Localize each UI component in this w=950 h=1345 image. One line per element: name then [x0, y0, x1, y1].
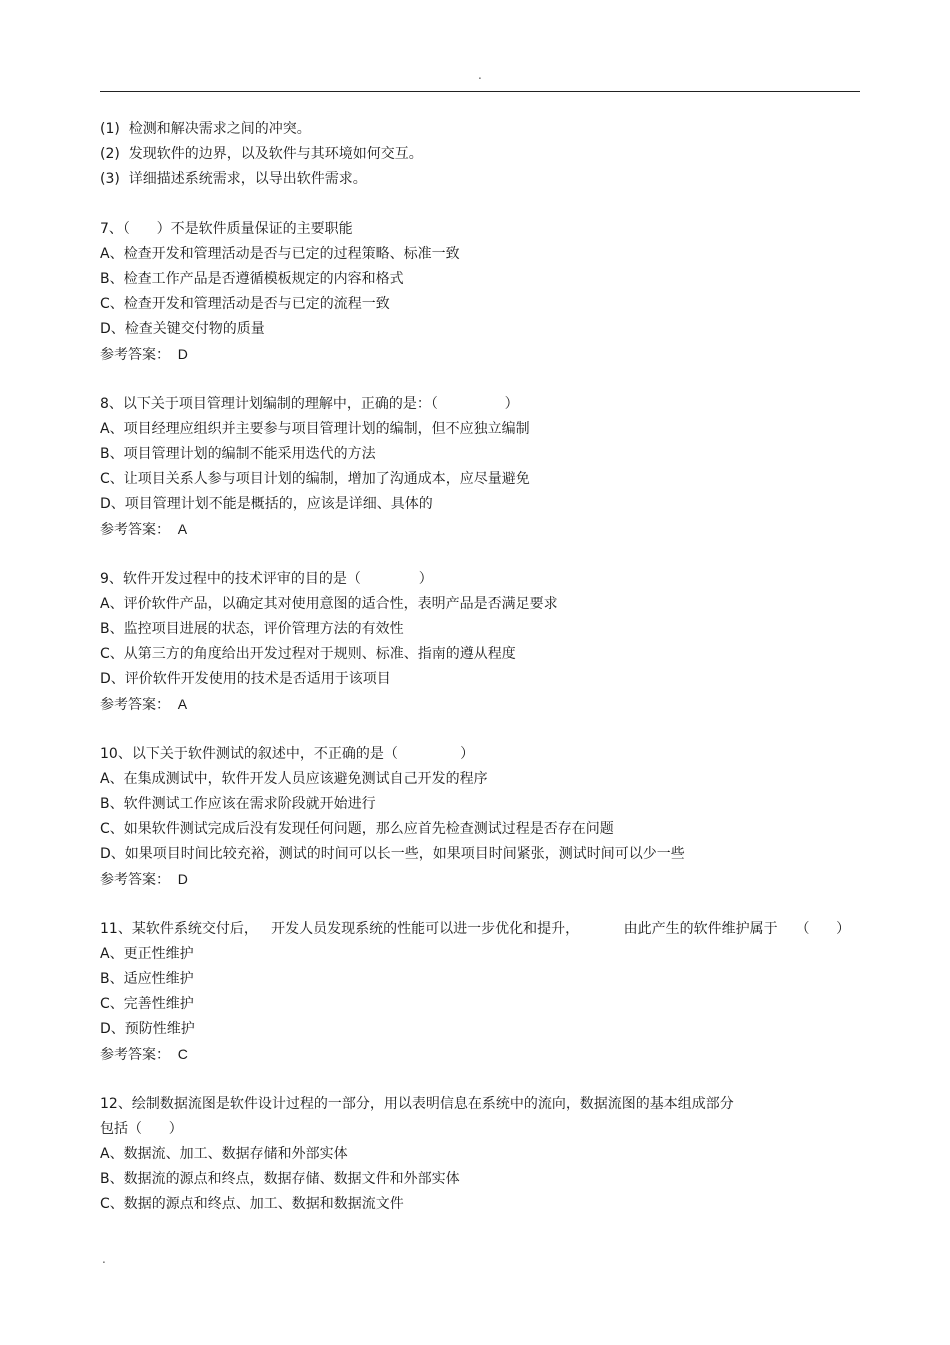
option-c: C、数据的源点和终点、加工、数据和数据流文件: [100, 1196, 404, 1212]
option-a: A、更正性维护: [100, 946, 194, 962]
option-a: A、数据流、加工、数据存储和外部实体: [100, 1146, 348, 1162]
reference-answer: 参考答案： A: [100, 696, 188, 712]
reference-answer: 参考答案： D: [100, 871, 188, 887]
option-a: A、在集成测试中，软件开发人员应该避免测试自己开发的程序: [100, 771, 488, 787]
option-d: D、评价软件开发使用的技术是否适用于该项目: [100, 671, 391, 687]
option-b: B、数据流的源点和终点，数据存储、数据文件和外部实体: [100, 1171, 460, 1187]
option-b: B、检查工作产品是否遵循模板规定的内容和格式: [100, 271, 404, 287]
question-stem-continuation: 包括（ ）: [100, 1121, 183, 1137]
option-d: D、项目管理计划不能是概括的，应该是详细、具体的: [100, 496, 433, 512]
option-c: C、从第三方的角度给出开发过程对于规则、标准、指南的遵从程度: [100, 646, 516, 662]
reference-answer: 参考答案： A: [100, 521, 188, 537]
option-c: C、完善性维护: [100, 996, 194, 1012]
reference-answer: 参考答案： C: [100, 1046, 188, 1062]
option-b: B、项目管理计划的编制不能采用迭代的方法: [100, 446, 376, 462]
document-body: [100, 117, 870, 1217]
header-rule: [100, 91, 860, 92]
question-stem: 9、软件开发过程中的技术评审的目的是（ ）: [100, 571, 433, 587]
option-c: C、让项目关系人参与项目计划的编制，增加了沟通成本，应尽量避免: [100, 471, 530, 487]
question-stem: 11、某软件系统交付后， 开发人员发现系统的性能可以进一步优化和提升， 由此产生的软件维护属于 （ ）: [100, 921, 851, 937]
option-c: C、检查开发和管理活动是否与已定的流程一致: [100, 296, 390, 312]
intro-item: (3) 详细描述系统需求，以导出软件需求。: [100, 171, 367, 187]
question-stem: 7、（ ）不是软件质量保证的主要职能: [100, 221, 353, 237]
option-a: A、评价软件产品，以确定其对使用意图的适合性，表明产品是否满足要求: [100, 596, 558, 612]
intro-item: (2) 发现软件的边界，以及软件与其环境如何交互。: [100, 146, 423, 162]
option-a: A、项目经理应组织并主要参与项目管理计划的编制，但不应独立编制: [100, 421, 530, 437]
option-d: D、如果项目时间比较充裕，测试的时间可以长一些，如果项目时间紧张，测试时间可以少一些: [100, 846, 685, 862]
reference-answer: 参考答案： D: [100, 346, 188, 362]
question-stem: 10、以下关于软件测试的叙述中，不正确的是（ ）: [100, 746, 475, 762]
question-stem: 8、以下关于项目管理计划编制的理解中，正确的是：（ ）: [100, 396, 519, 412]
question-stem: 12、绘制数据流图是软件设计过程的一部分，用以表明信息在系统中的流向，数据流图的基本组成部分: [100, 1096, 734, 1112]
option-c: C、如果软件测试完成后没有发现任何问题，那么应首先检查测试过程是否存在问题: [100, 821, 614, 837]
option-d: D、检查关键交付物的质量: [100, 321, 265, 337]
option-d: D、预防性维护: [100, 1021, 195, 1037]
header-mark: .: [478, 68, 482, 82]
intro-item: (1) 检测和解决需求之间的冲突。: [100, 121, 311, 137]
option-b: B、监控项目进展的状态，评价管理方法的有效性: [100, 621, 404, 637]
option-b: B、适应性维护: [100, 971, 194, 987]
footer-mark: .: [102, 1252, 106, 1266]
option-b: B、软件测试工作应该在需求阶段就开始进行: [100, 796, 376, 812]
option-a: A、检查开发和管理活动是否与已定的过程策略、标准一致: [100, 246, 460, 262]
